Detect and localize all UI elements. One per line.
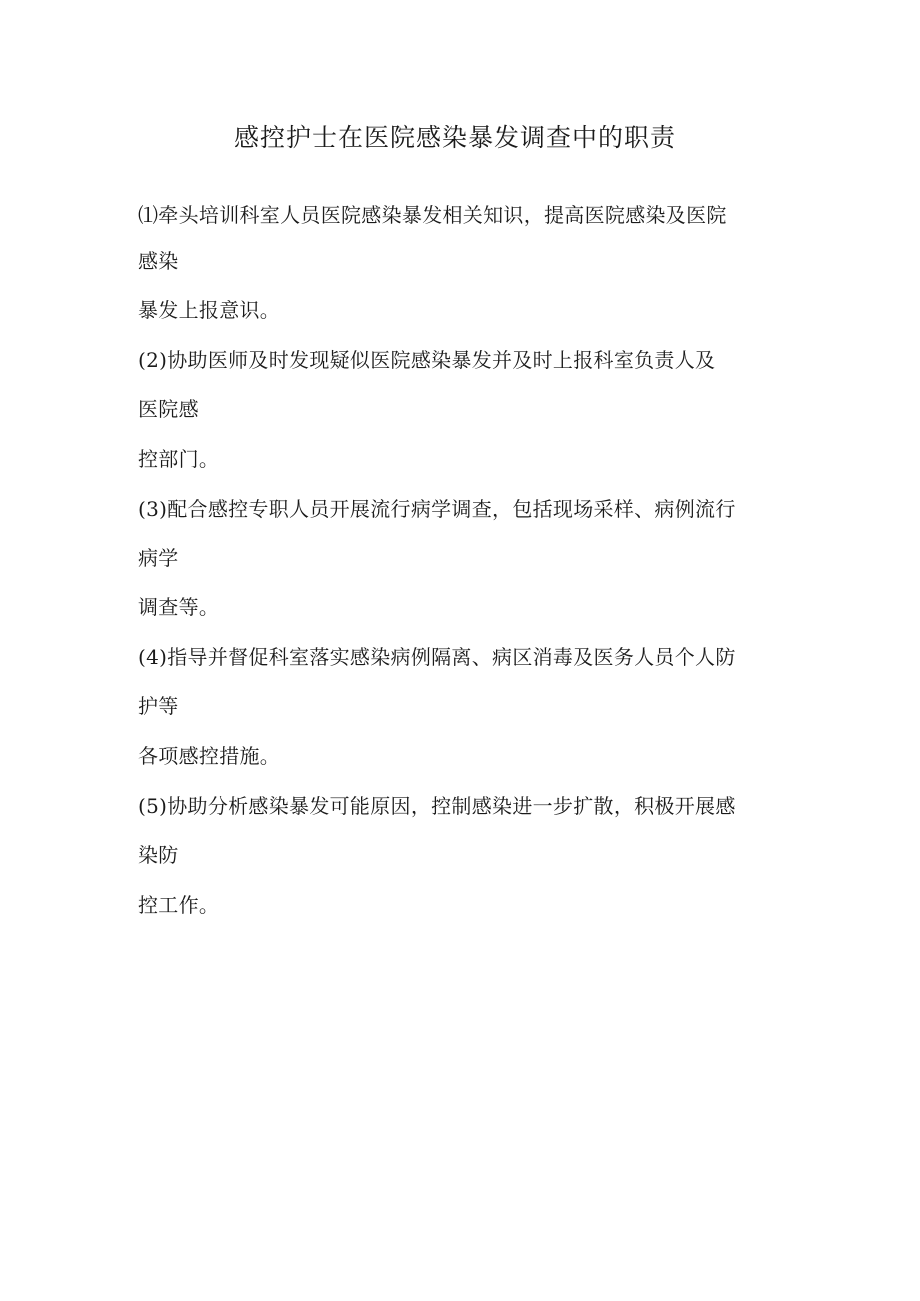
text-line-10: (4)指导并督促科室落实感染病例隔离、病区消毒及医务人员个人防 <box>138 645 736 669</box>
document-title: 感控护士在医院感染暴发调查中的职责 <box>233 123 676 152</box>
text-line-14: 染防 <box>138 843 179 867</box>
text-line-1: ⑴牵头培训科室人员医院感染暴发相关知识，提高医院感染及医院 <box>138 203 727 227</box>
text-line-2: 感染 <box>138 249 179 273</box>
text-line-13: (5)协助分析感染暴发可能原因，控制感染进一步扩散，积极开展感 <box>138 794 736 818</box>
text-line-6: 控部门。 <box>138 447 220 471</box>
text-line-15: 控工作。 <box>138 893 220 917</box>
text-line-11: 护等 <box>138 694 179 718</box>
text-line-5: 医院感 <box>138 397 199 421</box>
text-line-3: 暴发上报意识。 <box>138 298 281 322</box>
text-line-12: 各项感控措施。 <box>138 744 281 768</box>
text-line-4: (2)协助医师及时发现疑似医院感染暴发并及时上报科室负责人及 <box>138 348 716 372</box>
text-line-7: (3)配合感控专职人员开展流行病学调查，包括现场采样、病例流行 <box>138 497 736 521</box>
text-line-8: 病学 <box>138 546 179 570</box>
text-line-9: 调查等。 <box>138 595 220 619</box>
